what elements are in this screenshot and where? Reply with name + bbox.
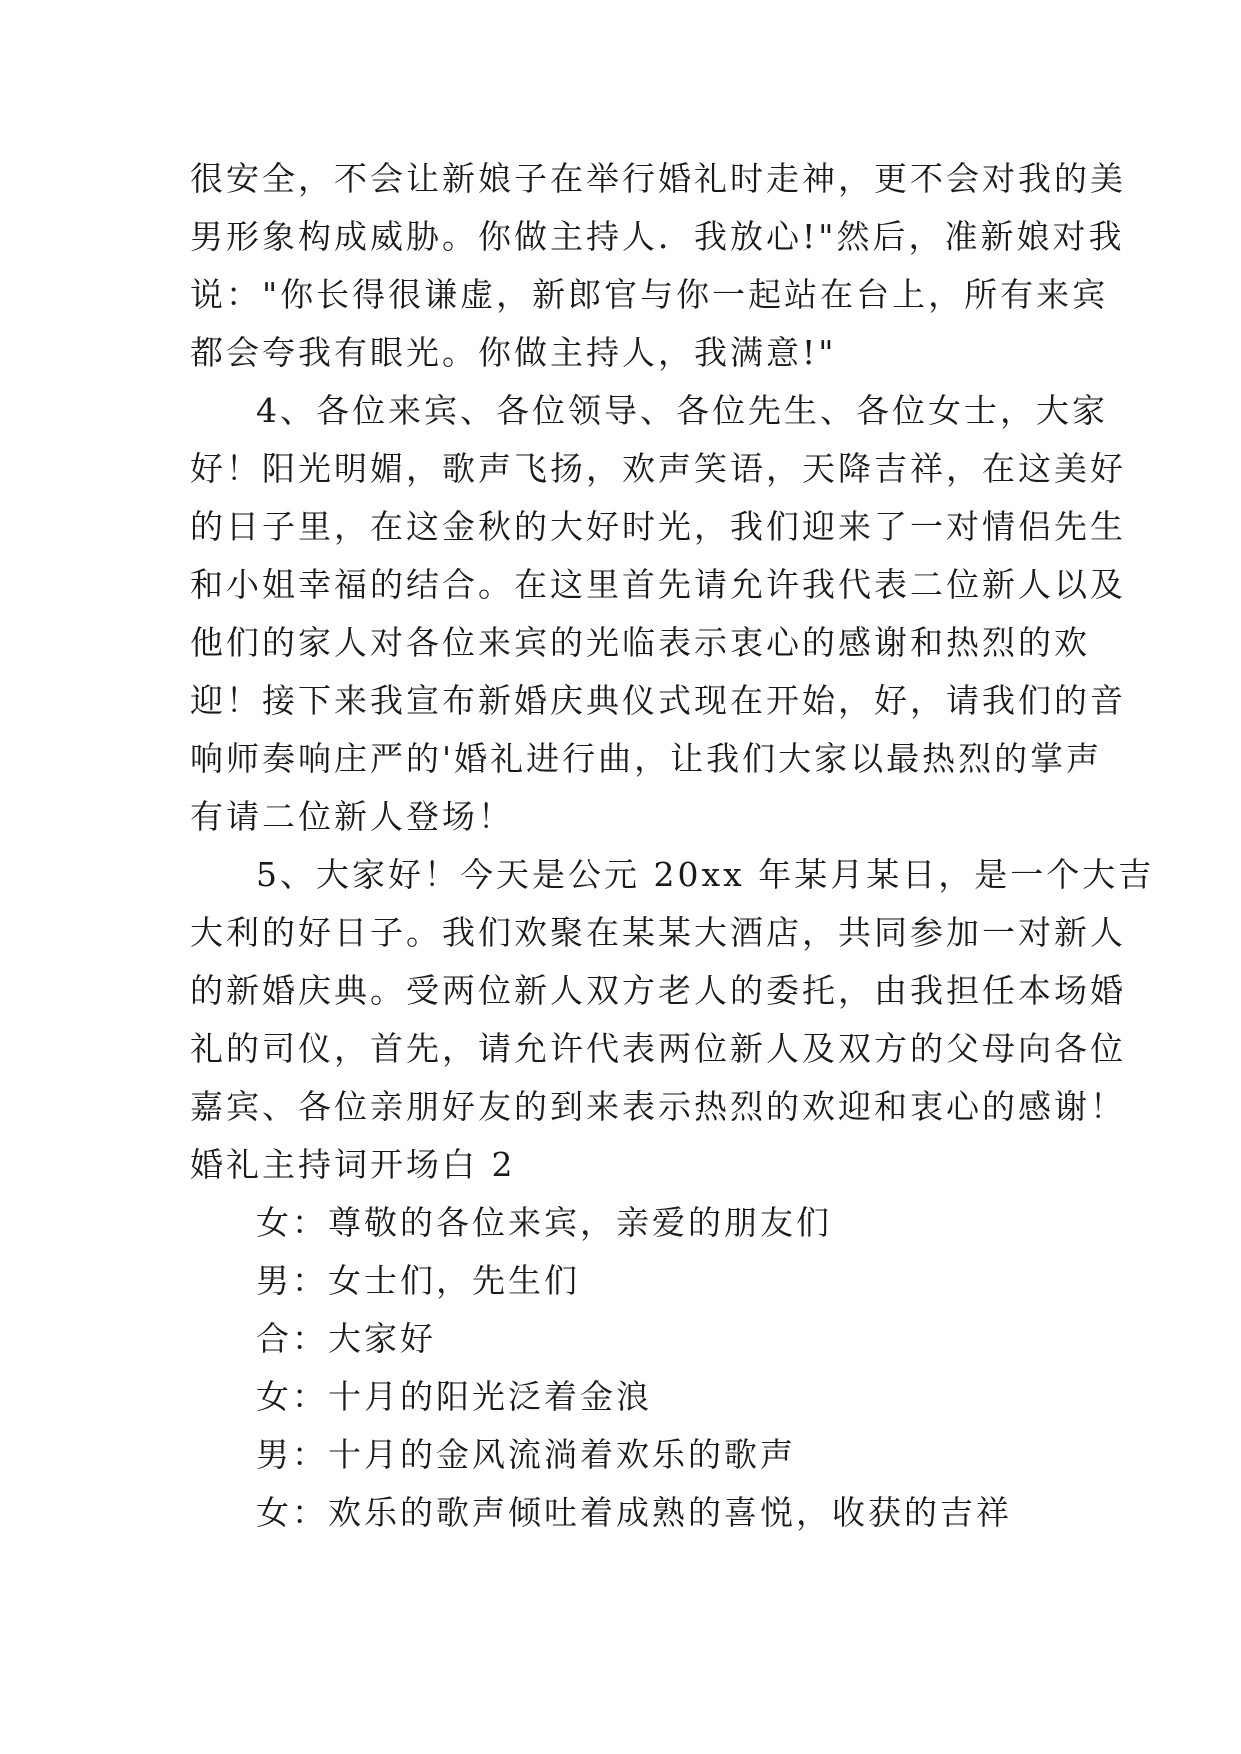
dialogue-line: 合：大家好 [256, 1319, 436, 1358]
text-line: 和小姐幸福的结合。在这里首先请允许我代表二位新人以及 [190, 565, 1126, 604]
text-line: 响师奏响庄严的'婚礼进行曲，让我们大家以最热烈的掌声 [190, 739, 1103, 778]
dialogue-line: 男：女士们，先生们 [256, 1261, 580, 1300]
text-line: 的新婚庆典。受两位新人双方老人的委托，由我担任本场婚 [190, 971, 1126, 1010]
text-line: 大利的好日子。我们欢聚在某某大酒店，共同参加一对新人 [190, 913, 1126, 952]
dialogue-list [190, 1194, 1070, 1542]
text-line: 男形象构成威胁。你做主持人．我放心!"然后，准新娘对我 [190, 217, 1125, 256]
paragraph-continuation [190, 150, 1126, 382]
paragraph-4 [190, 382, 1126, 846]
text-line: 的日子里，在这金秋的大好时光，我们迎来了一对情侣先生 [190, 507, 1126, 546]
paragraph-5 [190, 846, 1155, 1136]
dialogue-line: 女：欢乐的歌声倾吐着成熟的喜悦，收获的吉祥 [256, 1493, 1012, 1532]
dialogue-line: 男：十月的金风流淌着欢乐的歌声 [256, 1435, 796, 1474]
dialogue-line: 女：十月的阳光泛着金浪 [256, 1377, 652, 1416]
text-line: 嘉宾、各位亲朋好友的到来表示热烈的欢迎和衷心的感谢！ [190, 1087, 1126, 1126]
dialogue-line: 女：尊敬的各位来宾，亲爱的朋友们 [256, 1203, 832, 1242]
text-line: 有请二位新人登场！ [190, 797, 514, 836]
text-line: 他们的家人对各位来宾的光临表示衷心的感谢和热烈的欢 [190, 623, 1090, 662]
text-line: 都会夸我有眼光。你做主持人，我满意!" [190, 333, 837, 372]
text-line: 好！阳光明媚，歌声飞扬，欢声笑语，天降吉祥，在这美好 [190, 449, 1126, 488]
text-line: 5、大家好！今天是公元 20xx 年某月某日，是一个大吉 [256, 855, 1155, 894]
text-line: 礼的司仪，首先，请允许代表两位新人及双方的父母向各位 [190, 1029, 1126, 1068]
text-line: 迎！接下来我宣布新婚庆典仪式现在开始，好，请我们的音 [190, 681, 1126, 720]
document-body [190, 150, 1155, 1542]
text-line: 说："你长得很谦虚，新郎官与你一起站在台上，所有来宾 [190, 275, 1109, 314]
text-line: 4、各位来宾、各位领导、各位先生、各位女士，大家 [256, 391, 1108, 430]
section-heading: 婚礼主持词开场白 2 [190, 1145, 516, 1184]
text-line: 很安全，不会让新娘子在举行婚礼时走神，更不会对我的美 [190, 159, 1126, 198]
